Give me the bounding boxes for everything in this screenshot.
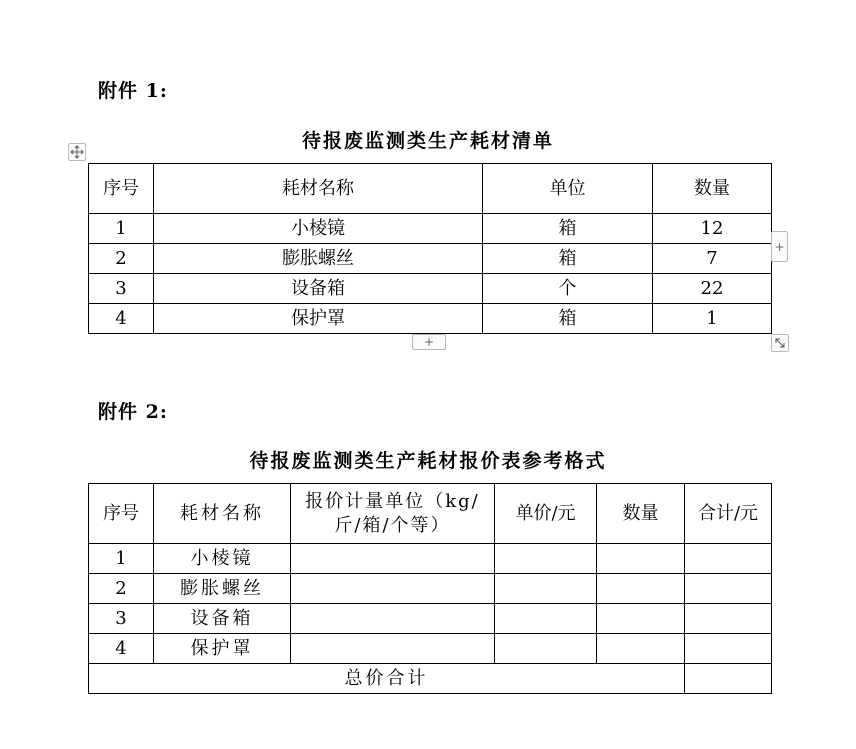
quotation-table xyxy=(88,483,772,694)
table-cell[interactable]: 箱 xyxy=(483,214,653,244)
table-cell[interactable] xyxy=(495,544,597,574)
header-cell[interactable]: 报价计量单位（kg/斤/箱/个等） xyxy=(291,484,495,544)
table-cell[interactable]: 3 xyxy=(89,274,154,304)
table-cell[interactable] xyxy=(291,604,495,634)
header-cell[interactable]: 数量 xyxy=(597,484,685,544)
table-row xyxy=(89,244,772,274)
table-cell[interactable] xyxy=(495,604,597,634)
table-cell[interactable] xyxy=(685,604,772,634)
table-cell[interactable]: 4 xyxy=(89,304,154,334)
table-cell[interactable]: 设备箱 xyxy=(154,274,483,304)
table-cell[interactable]: 小棱镜 xyxy=(154,214,483,244)
table-cell[interactable]: 4 xyxy=(89,634,154,664)
header-cell[interactable]: 序号 xyxy=(89,164,154,214)
table-cell[interactable] xyxy=(597,544,685,574)
table-cell[interactable]: 1 xyxy=(89,214,154,244)
table-row xyxy=(89,574,772,604)
table-row xyxy=(89,304,772,334)
table-cell[interactable]: 膨胀螺丝 xyxy=(154,244,483,274)
table-resize-icon[interactable] xyxy=(771,334,789,352)
resize-icon xyxy=(774,337,786,349)
header-cell[interactable]: 耗材名称 xyxy=(154,164,483,214)
table-cell[interactable]: 2 xyxy=(89,244,154,274)
table-row xyxy=(89,544,772,574)
header-cell[interactable]: 序号 xyxy=(89,484,154,544)
table-move-icon[interactable] xyxy=(68,143,86,161)
table-row xyxy=(89,274,772,304)
table-cell[interactable]: 保护罩 xyxy=(154,304,483,334)
add-row-button[interactable]: + xyxy=(412,334,446,350)
header-cell[interactable]: 合计/元 xyxy=(685,484,772,544)
table-cell[interactable]: 7 xyxy=(653,244,772,274)
table-cell[interactable]: 22 xyxy=(653,274,772,304)
table-header-row xyxy=(89,164,772,214)
table-cell[interactable]: 膨胀螺丝 xyxy=(154,574,291,604)
table-cell[interactable]: 箱 xyxy=(483,244,653,274)
table-cell[interactable]: 箱 xyxy=(483,304,653,334)
header-cell[interactable]: 单价/元 xyxy=(495,484,597,544)
table-row xyxy=(89,604,772,634)
table-cell[interactable] xyxy=(685,574,772,604)
table-cell[interactable]: 3 xyxy=(89,604,154,634)
table-cell[interactable] xyxy=(597,604,685,634)
total-row xyxy=(89,664,772,694)
table-cell[interactable] xyxy=(291,544,495,574)
table-cell[interactable]: 个 xyxy=(483,274,653,304)
table-cell[interactable] xyxy=(291,634,495,664)
table-row xyxy=(89,214,772,244)
consumables-table xyxy=(88,163,772,334)
table-header-row xyxy=(89,484,772,544)
add-column-button[interactable]: + xyxy=(771,231,788,262)
attachment1-title: 待报废监测类生产耗材清单 xyxy=(301,130,554,152)
table-cell[interactable]: 1 xyxy=(89,544,154,574)
header-cell[interactable]: 数量 xyxy=(653,164,772,214)
table-cell[interactable]: 小棱镜 xyxy=(154,544,291,574)
attachment2-title: 待报废监测类生产耗材报价表参考格式 xyxy=(249,450,607,472)
total-label[interactable]: 总价合计 xyxy=(89,664,685,694)
table-cell[interactable] xyxy=(685,634,772,664)
table-cell[interactable]: 1 xyxy=(653,304,772,334)
table-cell[interactable] xyxy=(597,574,685,604)
total-value[interactable] xyxy=(685,664,772,694)
table-cell[interactable] xyxy=(495,634,597,664)
table-cell[interactable]: 设备箱 xyxy=(154,604,291,634)
table-cell[interactable]: 12 xyxy=(653,214,772,244)
attachment1-label: 附件 1: xyxy=(98,80,168,102)
attachment2-label: 附件 2: xyxy=(98,401,168,423)
header-cell[interactable]: 耗材名称 xyxy=(154,484,291,544)
table-cell[interactable] xyxy=(597,634,685,664)
table-row xyxy=(89,634,772,664)
table-cell[interactable]: 2 xyxy=(89,574,154,604)
header-cell[interactable]: 单位 xyxy=(483,164,653,214)
move-icon xyxy=(70,145,84,159)
table-cell[interactable] xyxy=(291,574,495,604)
table-cell[interactable]: 保护罩 xyxy=(154,634,291,664)
table-cell[interactable] xyxy=(495,574,597,604)
table-cell[interactable] xyxy=(685,544,772,574)
